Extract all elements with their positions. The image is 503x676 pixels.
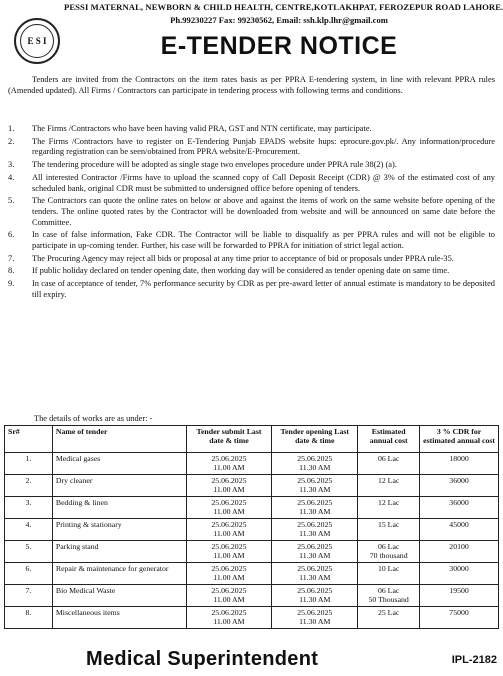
- cell-opening-open-time: 11.30 AM: [299, 617, 331, 627]
- cell-name: [52, 541, 186, 563]
- cell-name: [52, 607, 186, 629]
- term-item: [8, 160, 495, 171]
- term-text: The Procuring Agency may reject all bids or proposal at any time prior to acceptance of bid or proposals under PPRA rule-35.: [32, 253, 454, 263]
- cell-name-name: Repair & maintenance for generator: [55, 564, 169, 573]
- cell-opening: [272, 497, 358, 519]
- cell-opening-open-date: 25.06.2025: [297, 476, 333, 485]
- cell-name: [52, 563, 186, 585]
- term-number: 5.: [8, 196, 15, 206]
- signatory-title: Medical Superintendent: [86, 648, 319, 670]
- cell-sr: [5, 497, 53, 519]
- cell-submit-submit-time: 11.00 AM: [213, 485, 245, 495]
- cell-opening-open-time: 11.30 AM: [299, 485, 331, 495]
- cell-cost: [358, 607, 420, 629]
- cell-cdr-cdr: 36000: [449, 498, 469, 507]
- cell-cdr: [420, 585, 499, 607]
- table-row: [5, 497, 499, 519]
- cell-cdr-cdr: 75000: [449, 608, 469, 617]
- cell-sr-sr: 5.: [25, 542, 32, 551]
- notice-header: [0, 0, 503, 70]
- column-header-name: Name of tender: [52, 426, 186, 453]
- cell-opening: [272, 607, 358, 629]
- table-row: [5, 453, 499, 475]
- cell-submit-submit-time: 11.00 AM: [213, 463, 245, 473]
- cell-cost-cost2: 70 thousand: [369, 551, 408, 561]
- term-number: 2.: [8, 136, 15, 146]
- term-number: 1.: [8, 124, 15, 133]
- cell-name-name: Medical gases: [55, 454, 101, 463]
- term-text: The Firms /Contractors have to register on E-Tendering Punjab EPADS website hups: eprocure.gov.pk/. Any information/procedure regarding registration can be seen/obtained from PPRA website/E-Procurement.: [32, 136, 495, 157]
- terms-list: [8, 124, 495, 303]
- cell-sr: [5, 453, 53, 475]
- table-row: [5, 607, 499, 629]
- cell-opening-open-date: 25.06.2025: [297, 564, 333, 573]
- cell-cdr-cdr: 30000: [449, 564, 469, 573]
- cell-opening-open-date: 25.06.2025: [297, 542, 333, 551]
- cell-name: [52, 453, 186, 475]
- cell-sr-sr: 7.: [25, 586, 32, 595]
- column-header-cdr: 3 % CDR for estimated annual cost: [420, 426, 499, 453]
- cell-opening-open-time: 11.30 AM: [299, 595, 331, 605]
- term-item: [8, 124, 495, 135]
- cell-opening: [272, 585, 358, 607]
- table-row: [5, 519, 499, 541]
- cell-name-name: Bedding & linen: [55, 498, 108, 507]
- cell-cdr: [420, 519, 499, 541]
- cell-cdr: [420, 607, 499, 629]
- cell-submit: [186, 585, 272, 607]
- term-text: The Firms /Contractors who have been having valid PRA, GST and NTN certificate, may participate.: [32, 124, 372, 133]
- cell-opening: [272, 563, 358, 585]
- cell-cost: [358, 585, 420, 607]
- cell-cost: [358, 519, 420, 541]
- cell-cdr: [420, 453, 499, 475]
- cell-submit-submit-date: 25.06.2025: [211, 520, 247, 529]
- term-text: If public holiday declared on tender opening date, then working day will be considered as tender opening date on same time.: [32, 266, 450, 276]
- cell-opening: [272, 541, 358, 563]
- cell-name-name: Bio Medical Waste: [55, 586, 116, 595]
- cell-cdr-cdr: 45000: [449, 520, 469, 529]
- cell-opening-open-time: 11.30 AM: [299, 551, 331, 561]
- contact-line: Ph.99230227 Fax: 99230562, Email: ssh.klp.lhr@gmail.com: [170, 15, 388, 25]
- table-header-row: [5, 426, 499, 453]
- cell-submit-submit-date: 25.06.2025: [211, 498, 247, 507]
- cell-opening: [272, 453, 358, 475]
- cell-sr: [5, 563, 53, 585]
- column-header-sr: Sr#: [5, 426, 53, 453]
- cell-opening-open-time: 11.30 AM: [299, 573, 331, 583]
- cell-sr-sr: 6.: [25, 564, 32, 573]
- cell-submit: [186, 541, 272, 563]
- term-number: 4.: [8, 172, 15, 182]
- organization-name: PESSI MATERNAL, NEWBORN & CHILD HEALTH, CENTRE,KOTLAKHPAT, FEROZEPUR ROAD LAHORE.: [64, 2, 503, 12]
- cell-sr: [5, 475, 53, 497]
- cell-name: [52, 519, 186, 541]
- cell-cost-cost: 06 Lac: [377, 454, 400, 463]
- term-text: In case of acceptance of tender, 7% performance security by CDR as per pre-award letter of annual estimate is mandatory to be deposited till expiry.: [32, 279, 495, 299]
- term-item: [8, 137, 495, 158]
- advert-code: IPL-2182: [451, 654, 497, 666]
- cell-name: [52, 585, 186, 607]
- table-row: [5, 541, 499, 563]
- cell-cdr: [420, 497, 499, 519]
- cell-cdr: [420, 541, 499, 563]
- details-label: The details of works are as under: -: [34, 414, 153, 423]
- table-body: [5, 453, 499, 629]
- term-text: The Contractors can quote the online rates on below or above and against the items of work on the same website before opening of the tenders. The online quoted rates by the Contractor will be downloaded from website and will be announced on same date before the Committee.: [32, 196, 495, 227]
- cell-sr-sr: 4.: [25, 520, 32, 529]
- cell-cost-cost: 25 Lac: [377, 608, 400, 617]
- cell-name-name: Dry cleaner: [55, 476, 93, 485]
- cell-cost-cost2: 50 Thousand: [368, 595, 409, 605]
- cell-name-name: Printing & stationary: [55, 520, 122, 529]
- cell-submit-submit-date: 25.06.2025: [211, 542, 247, 551]
- cell-cost-cost: 12 Lac: [377, 476, 400, 485]
- cell-name: [52, 475, 186, 497]
- cell-opening-open-date: 25.06.2025: [297, 608, 333, 617]
- cell-submit-submit-date: 25.06.2025: [211, 476, 247, 485]
- logo-inner-ring: [20, 24, 54, 58]
- cell-submit-submit-date: 25.06.2025: [211, 564, 247, 573]
- term-item: [8, 196, 495, 228]
- column-header-cost: Estimated annual cost: [358, 426, 420, 453]
- cell-name-name: Miscellaneous items: [55, 608, 120, 617]
- term-item: [8, 254, 495, 265]
- cell-cdr: [420, 475, 499, 497]
- cell-cdr-cdr: 36000: [449, 476, 469, 485]
- cell-sr: [5, 607, 53, 629]
- cell-cost: [358, 453, 420, 475]
- cell-cost-cost: 06 Lac: [377, 586, 400, 595]
- cell-opening-open-date: 25.06.2025: [297, 498, 333, 507]
- cell-opening: [272, 519, 358, 541]
- cell-submit-submit-date: 25.06.2025: [211, 586, 247, 595]
- cell-cost: [358, 475, 420, 497]
- column-header-submit: Tender submit Last date & time: [186, 426, 272, 453]
- term-text: The tendering procedure will be adopted as single stage two envelopes procedure under PPRA rule 38(2) (a).: [32, 160, 397, 170]
- cell-cdr-cdr: 19500: [449, 586, 469, 595]
- cell-submit: [186, 497, 272, 519]
- term-number: 8.: [8, 266, 15, 276]
- cell-cost: [358, 563, 420, 585]
- works-table: [4, 425, 499, 629]
- cell-submit-submit-time: 11.00 AM: [213, 617, 245, 627]
- cell-opening-open-time: 11.30 AM: [299, 507, 331, 517]
- term-number: 3.: [8, 160, 15, 170]
- table-row: [5, 563, 499, 585]
- cell-submit-submit-date: 25.06.2025: [211, 454, 247, 463]
- cell-sr: [5, 519, 53, 541]
- cell-opening-open-time: 11.30 AM: [299, 463, 331, 473]
- term-item: [8, 279, 495, 300]
- cell-cost-cost: 10 Lac: [377, 564, 400, 573]
- term-item: [8, 230, 495, 251]
- cell-name: [52, 497, 186, 519]
- cell-submit-submit-time: 11.00 AM: [213, 507, 245, 517]
- term-number: 6.: [8, 230, 15, 240]
- cell-opening-open-date: 25.06.2025: [297, 520, 333, 529]
- term-number: 7.: [8, 253, 15, 263]
- table-row: [5, 585, 499, 607]
- page-title: E-TENDER NOTICE: [160, 32, 398, 60]
- column-header-opening: Tender opening Last date & time: [272, 426, 358, 453]
- cell-submit-submit-time: 11.00 AM: [213, 595, 245, 605]
- term-item: [8, 266, 495, 277]
- cell-sr-sr: 1.: [25, 454, 32, 463]
- cell-submit: [186, 607, 272, 629]
- cell-cost: [358, 497, 420, 519]
- cell-sr-sr: 3.: [25, 498, 32, 507]
- cell-opening-open-date: 25.06.2025: [297, 454, 333, 463]
- cell-cdr-cdr: 18000: [449, 454, 469, 463]
- cell-cdr: [420, 563, 499, 585]
- cell-cost-cost: 06 Lac: [377, 542, 400, 551]
- term-item: [8, 173, 495, 194]
- cell-sr-sr: 8.: [25, 608, 32, 617]
- term-text: All interested Contractor /Firms have to upload the scanned copy of Call Deposit Receipt (CDR) @ 3% of the estimated cost of any scheduled bank, original CDR must be submitted to undersigned office before opening of tenders.: [32, 172, 495, 193]
- cell-cost: [358, 541, 420, 563]
- cell-submit: [186, 519, 272, 541]
- cell-opening: [272, 475, 358, 497]
- cell-sr: [5, 541, 53, 563]
- notice-footer: [0, 648, 503, 674]
- term-number: 9.: [8, 279, 15, 289]
- cell-submit: [186, 475, 272, 497]
- cell-submit-submit-date: 25.06.2025: [211, 608, 247, 617]
- cell-submit: [186, 453, 272, 475]
- cell-sr-sr: 2.: [25, 476, 32, 485]
- cell-opening-open-time: 11.30 AM: [299, 529, 331, 539]
- cell-submit-submit-time: 11.00 AM: [213, 573, 245, 583]
- cell-opening-open-date: 25.06.2025: [297, 586, 333, 595]
- logo-text: E S I: [27, 36, 47, 46]
- intro-paragraph: Tenders are invited from the Contractors on the item rates basis as per PPRA E-tendering system, in line with relevant PPRA rules (Amended updated). All Firms / Contractors can participate in tendering process with following terms and conditions.: [8, 75, 495, 96]
- cell-submit: [186, 563, 272, 585]
- cell-sr: [5, 585, 53, 607]
- cell-name-name: Parking stand: [55, 542, 99, 551]
- cell-cost-cost: 12 Lac: [377, 498, 400, 507]
- cell-cost-cost: 15 Lac: [377, 520, 400, 529]
- table-row: [5, 475, 499, 497]
- cell-submit-submit-time: 11.00 AM: [213, 551, 245, 561]
- hospital-logo-icon: [14, 18, 60, 64]
- cell-cdr-cdr: 20100: [449, 542, 469, 551]
- term-text: In case of false information, Fake CDR. The Contractor will be liable to disqualify as per PPRA rules and will not be eligible to participate in up-coming tender. Further, his case will be forwarded to PPRA for initiation of strict legal action.: [32, 230, 495, 250]
- cell-submit-submit-time: 11.00 AM: [213, 529, 245, 539]
